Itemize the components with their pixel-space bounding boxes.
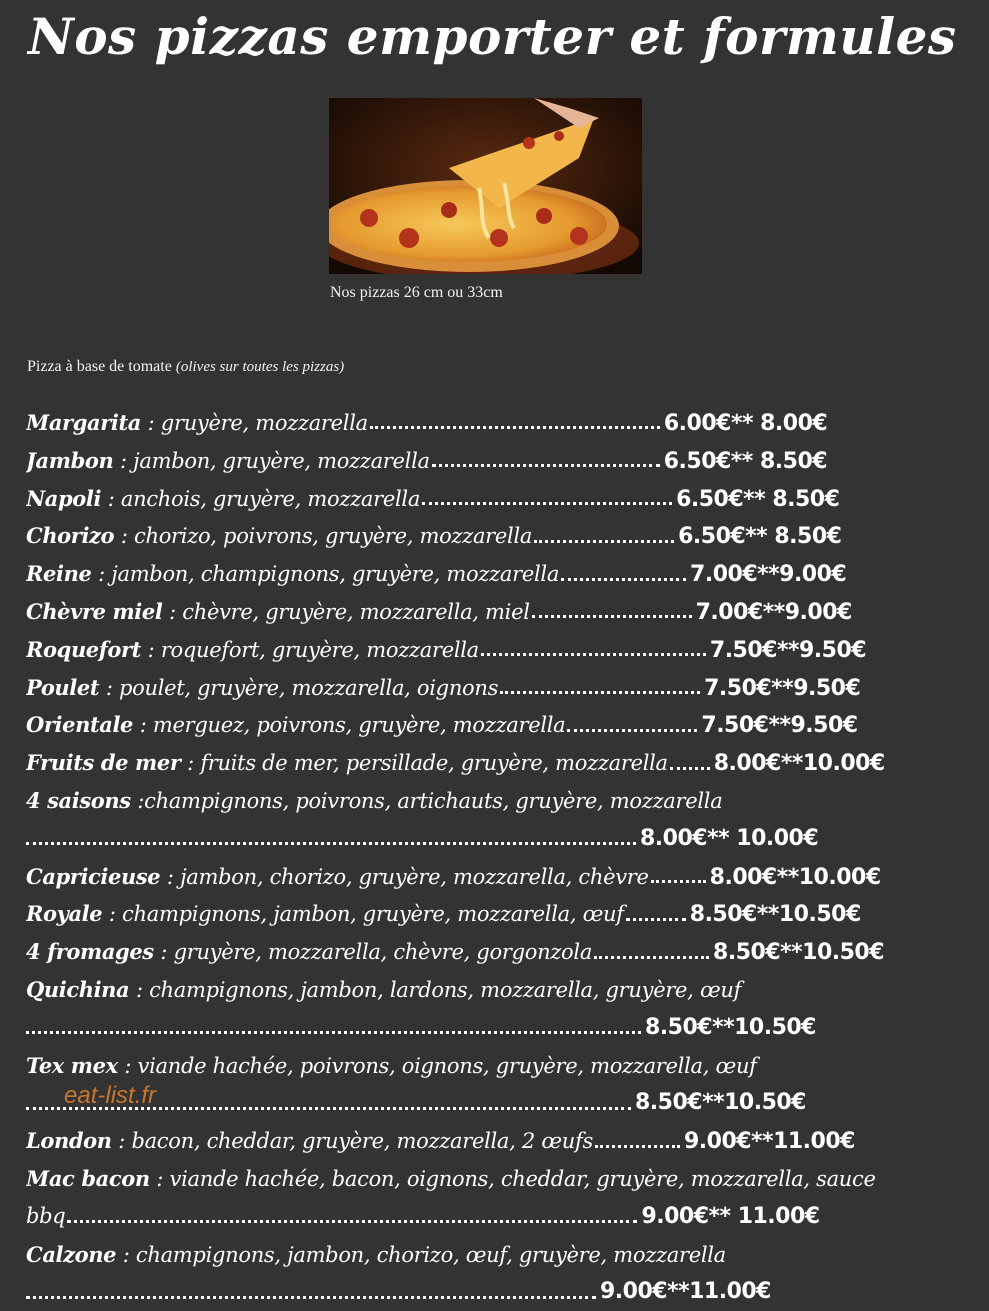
leader-dots — [26, 842, 636, 845]
pizza-ingredients: : champignons, jambon, chorizo, œuf, gruyère, mozzarella — [122, 1242, 726, 1267]
pizza-name: Capricieuse — [26, 863, 161, 889]
pizza-illustration — [329, 98, 642, 274]
pizza-price: 7.50€**9.50€ — [704, 675, 861, 701]
menu-item-fruits-de-mer — [26, 744, 976, 782]
pizza-price: 8.00€**10.00€ — [709, 864, 881, 890]
leader-dots — [567, 729, 697, 732]
menu-item-napoli — [26, 480, 976, 518]
pizza-price: 6.00€** 8.00€ — [663, 411, 828, 436]
leader-dots — [534, 540, 674, 543]
leader-dots — [626, 918, 686, 921]
pizza-price: 6.50€** 8.50€ — [663, 448, 828, 474]
leader-dots — [26, 1031, 641, 1034]
menu-item-royale — [26, 895, 976, 933]
menu-item-orientale — [26, 706, 976, 744]
pizza-name: Calzone — [26, 1241, 117, 1267]
pizza-price: 8.50€**10.50€ — [645, 1014, 816, 1040]
leader-dots — [595, 1145, 680, 1148]
section-title: Pizza à base de tomate — [27, 358, 172, 375]
pizza-price: 8.50€**10.50€ — [635, 1090, 806, 1116]
leader-dots — [500, 691, 700, 694]
leader-dots — [26, 1296, 596, 1299]
pizza-price: 9.00€** 11.00€ — [641, 1203, 820, 1229]
menu-item-4-fromages — [26, 933, 976, 971]
pizza-ingredients: : gruyère, mozzarella, chèvre, gorgonzola — [160, 940, 593, 965]
pizza-ingredients: : bacon, cheddar, gruyère, mozzarella, 2 œufs — [118, 1129, 593, 1154]
pizza-ingredients: : viande hachée, poivrons, oignons, gruyère, mozzarella, œuf — [124, 1053, 757, 1078]
pizza-ingredients: : gruyère, mozzarella — [147, 411, 368, 435]
pizza-name: Chèvre miel — [26, 598, 163, 624]
menu-item-4-saisons-price-line — [26, 820, 976, 858]
menu-item-mac-bacon-price-line — [26, 1198, 976, 1236]
pizza-ingredients: : merguez, poivrons, gruyère, mozzarella — [139, 713, 566, 738]
pizza-name: Napoli — [26, 485, 102, 511]
pizza-name: Margarita — [26, 410, 141, 435]
menu-item-calzone-price-line — [26, 1273, 976, 1311]
menu-item-quichina — [26, 971, 976, 1009]
pizza-ingredients: : anchois, gruyère, mozzarella — [107, 486, 421, 511]
pizza-price: 9.00€**11.00€ — [600, 1279, 771, 1305]
pizza-photo — [329, 98, 642, 274]
page-title: Nos pizzas emporter et formules — [28, 7, 957, 66]
pizza-price: 9.00€**11.00€ — [683, 1129, 855, 1155]
menu-item-margarita — [26, 404, 976, 442]
pizza-ingredients: :champignons, poivrons, artichauts, gruyère, mozzarella — [137, 788, 723, 813]
menu-item-london — [26, 1122, 976, 1160]
pizza-ingredients-continued: bbq — [26, 1203, 66, 1228]
pizza-ingredients: : chèvre, gruyère, mozzarella, miel — [169, 599, 530, 624]
pizza-ingredients: : roquefort, gruyère, mozzarella — [147, 637, 479, 662]
pizza-name: Reine — [26, 561, 92, 587]
pizza-name: Mac bacon — [26, 1165, 150, 1191]
menu-item-tex-mex — [26, 1047, 976, 1085]
pizza-price: 8.00€**10.00€ — [713, 751, 885, 777]
menu-item-reine — [26, 555, 976, 593]
leader-dots — [532, 615, 692, 618]
leader-dots — [370, 426, 660, 429]
menu-item-calzone — [26, 1236, 976, 1274]
menu-item-tex-mex-price-line — [26, 1084, 976, 1122]
pizza-ingredients: : jambon, chorizo, gruyère, mozzarella, chèvre — [166, 864, 649, 889]
menu-item-capricieuse — [26, 858, 976, 896]
pizza-name: Roquefort — [26, 636, 141, 662]
leader-dots — [651, 880, 706, 883]
pizza-price: 7.50€**9.50€ — [701, 713, 858, 739]
pizza-ingredients: : viande hachée, bacon, oignons, cheddar, gruyère, mozzarella, sauce — [156, 1166, 876, 1191]
pizza-price: 7.00€**9.00€ — [690, 562, 847, 588]
pizza-price: 7.50€**9.50€ — [709, 637, 867, 663]
site-watermark: eat-list.fr — [64, 1082, 157, 1109]
section-heading — [27, 358, 627, 376]
pizza-price: 8.50€**10.50€ — [713, 940, 885, 966]
pizza-name: Poulet — [26, 674, 100, 700]
leader-dots — [432, 464, 660, 467]
leader-dots — [422, 502, 672, 505]
menu-item-chevre-miel — [26, 593, 976, 631]
pizza-price: 7.00€**9.00€ — [695, 599, 852, 625]
menu-item-mac-bacon — [26, 1160, 976, 1198]
pizza-menu — [26, 404, 976, 1311]
leader-dots — [561, 578, 686, 581]
menu-item-chorizo — [26, 517, 976, 555]
leader-dots — [594, 956, 709, 959]
pizza-name: Quichina — [26, 976, 130, 1002]
menu-item-4-saisons — [26, 782, 976, 820]
photo-caption: Nos pizzas 26 cm ou 33cm — [330, 284, 503, 301]
pizza-name: Tex mex — [26, 1052, 118, 1078]
pizza-price: 8.50€**10.50€ — [689, 902, 861, 928]
pizza-ingredients: : champignons, jambon, lardons, mozzarella, gruyère, œuf — [135, 977, 742, 1002]
pizza-price: 8.00€** 10.00€ — [640, 825, 819, 851]
pizza-ingredients: : champignons, jambon, gruyère, mozzarella, œuf — [108, 902, 624, 927]
pizza-ingredients: : chorizo, poivrons, gruyère, mozzarella — [120, 524, 533, 549]
pizza-price: 6.50€** 8.50€ — [678, 524, 842, 550]
pizza-name: 4 saisons — [26, 787, 131, 813]
pizza-price: 6.50€** 8.50€ — [676, 486, 840, 512]
pizza-name: Royale — [26, 901, 103, 927]
pizza-ingredients: : poulet, gruyère, mozzarella, oignons — [105, 675, 499, 700]
menu-item-poulet — [26, 669, 976, 707]
pizza-name: Jambon — [26, 447, 114, 473]
menu-item-jambon — [26, 442, 976, 480]
leader-dots — [670, 767, 710, 770]
pizza-name: London — [26, 1128, 112, 1154]
pizza-name: Orientale — [26, 712, 134, 738]
pizza-ingredients: : jambon, champignons, gruyère, mozzarella — [98, 562, 560, 587]
section-note: (olives sur toutes les pizzas) — [175, 359, 345, 375]
menu-item-quichina-price-line — [26, 1009, 976, 1047]
pizza-name: Chorizo — [26, 523, 115, 549]
pizza-ingredients: : jambon, gruyère, mozzarella — [120, 448, 430, 473]
pizza-ingredients: : fruits de mer, persillade, gruyère, mozzarella — [187, 751, 668, 776]
pizza-name: Fruits de mer — [26, 750, 181, 776]
menu-item-roquefort — [26, 631, 976, 669]
pizza-name: 4 fromages — [26, 939, 154, 965]
leader-dots — [481, 653, 706, 656]
leader-dots — [67, 1220, 637, 1223]
